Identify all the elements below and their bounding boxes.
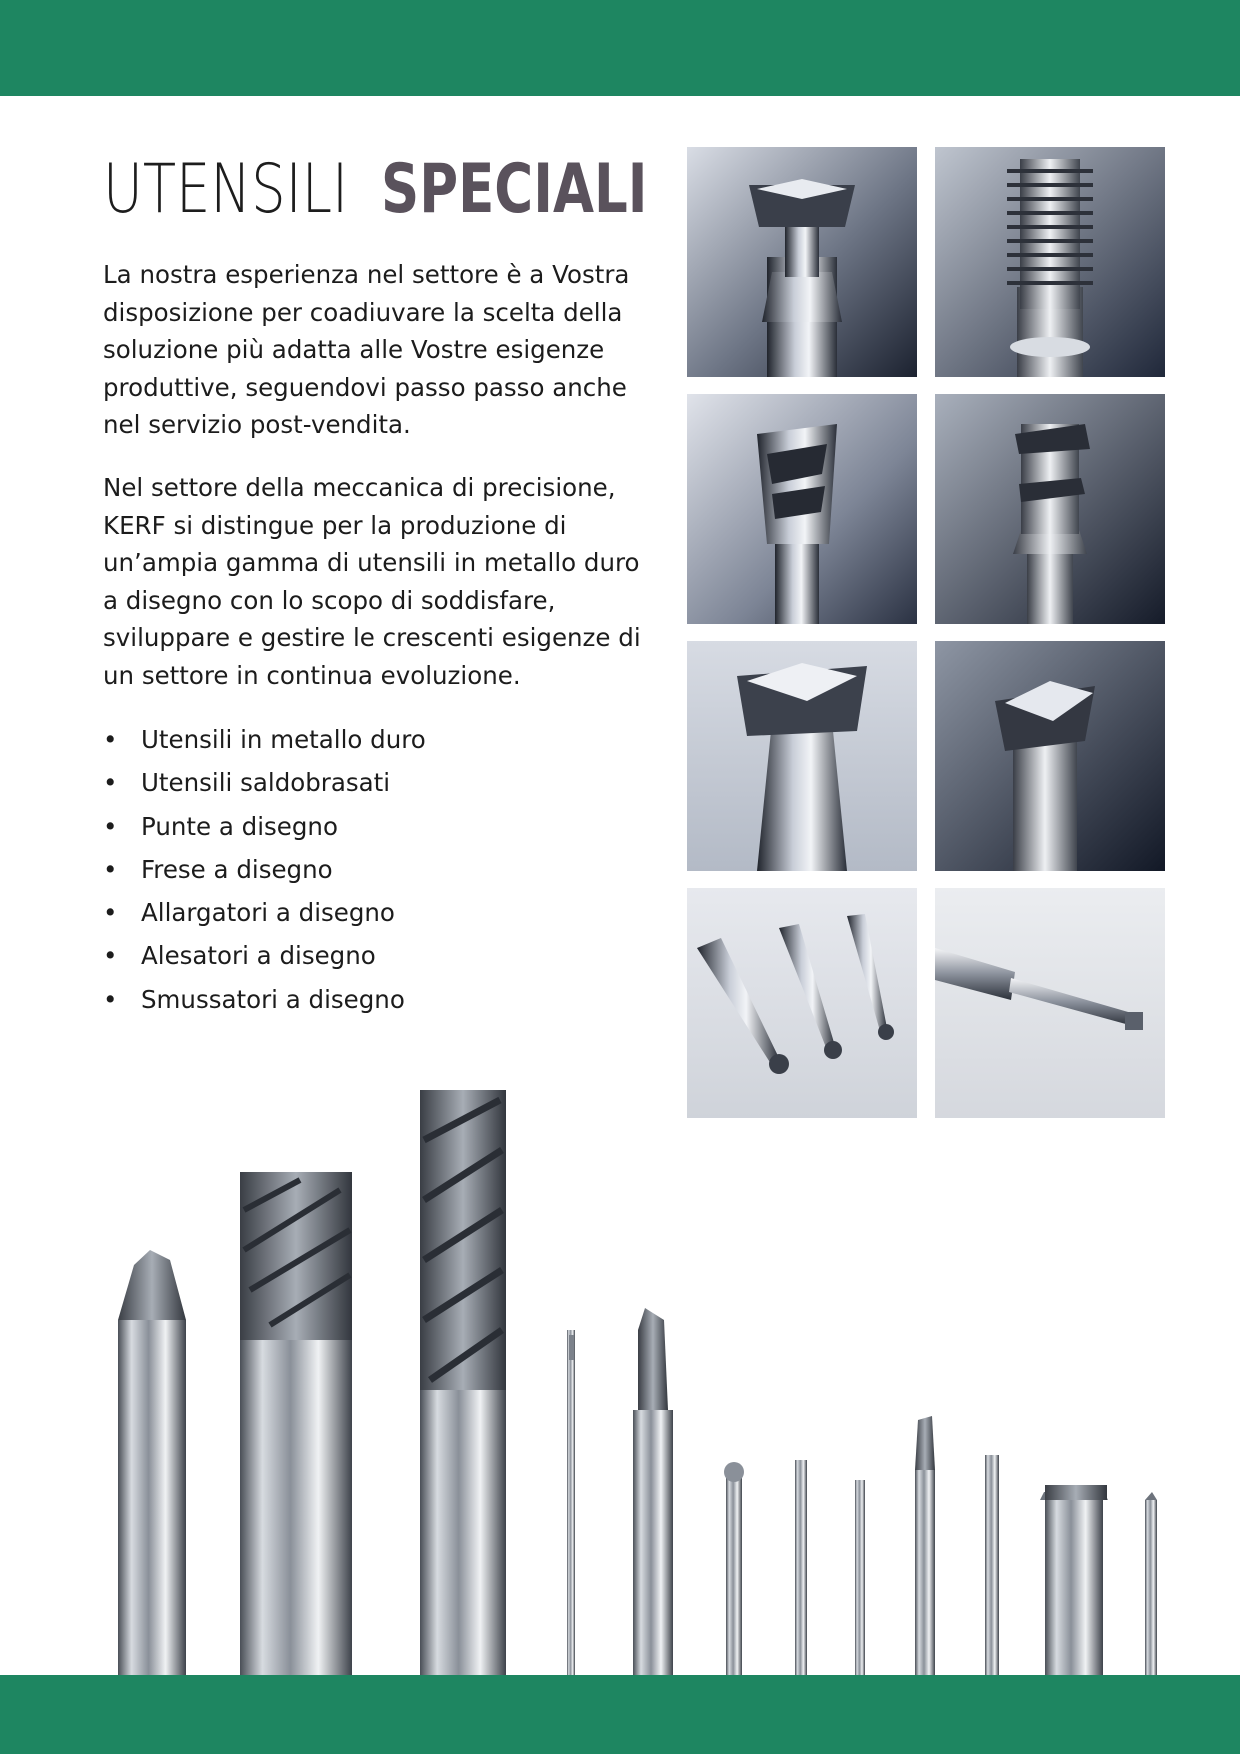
list-item: • Smussatori a disegno [103, 984, 405, 1014]
photo-slot-cutter [935, 641, 1165, 871]
page-title [103, 150, 663, 230]
list-item: • Punte a disegno [103, 811, 338, 841]
intro-paragraph: La nostra esperienza nel settore è a Vostra disposizione per coadiuvare la scelta della soluzione più adatta alle Vostre esigenze produttive, seguendovi passo passo anche nel servizio post-vendita. [103, 260, 630, 439]
title-word-utensili: UTENSILI [103, 150, 349, 229]
photo-thread-mill [935, 147, 1165, 377]
photo-t-slot-cutter [687, 147, 917, 377]
list-item: • Utensili in metallo duro [103, 725, 426, 754]
photo-dovetail-cutter [687, 641, 917, 871]
top-color-band [0, 0, 1240, 96]
list-item: • Allargatori a disegno [103, 898, 395, 928]
title-word-speciali: SPECIALI [381, 150, 648, 229]
end-mills-lineup-image [0, 1080, 1240, 1675]
list-item: • Frese a disegno [103, 854, 333, 884]
company-paragraph: Nel settore della meccanica di precisione, KERF si distingue per la produzione di un’ampia gamma di utensili in metallo duro a disegno con lo scopo di soddisfare, sviluppare e gestire le crescenti esigenze di un settore in continua evoluzione. [103, 473, 641, 690]
list-item: • Alesatori a disegno [103, 941, 376, 971]
product-list [103, 721, 426, 1024]
list-item: • Utensili saldobrasati [103, 768, 391, 798]
bottom-color-band [0, 1675, 1240, 1754]
photo-form-cutter [935, 394, 1165, 624]
photo-stepped-drill [687, 394, 917, 624]
